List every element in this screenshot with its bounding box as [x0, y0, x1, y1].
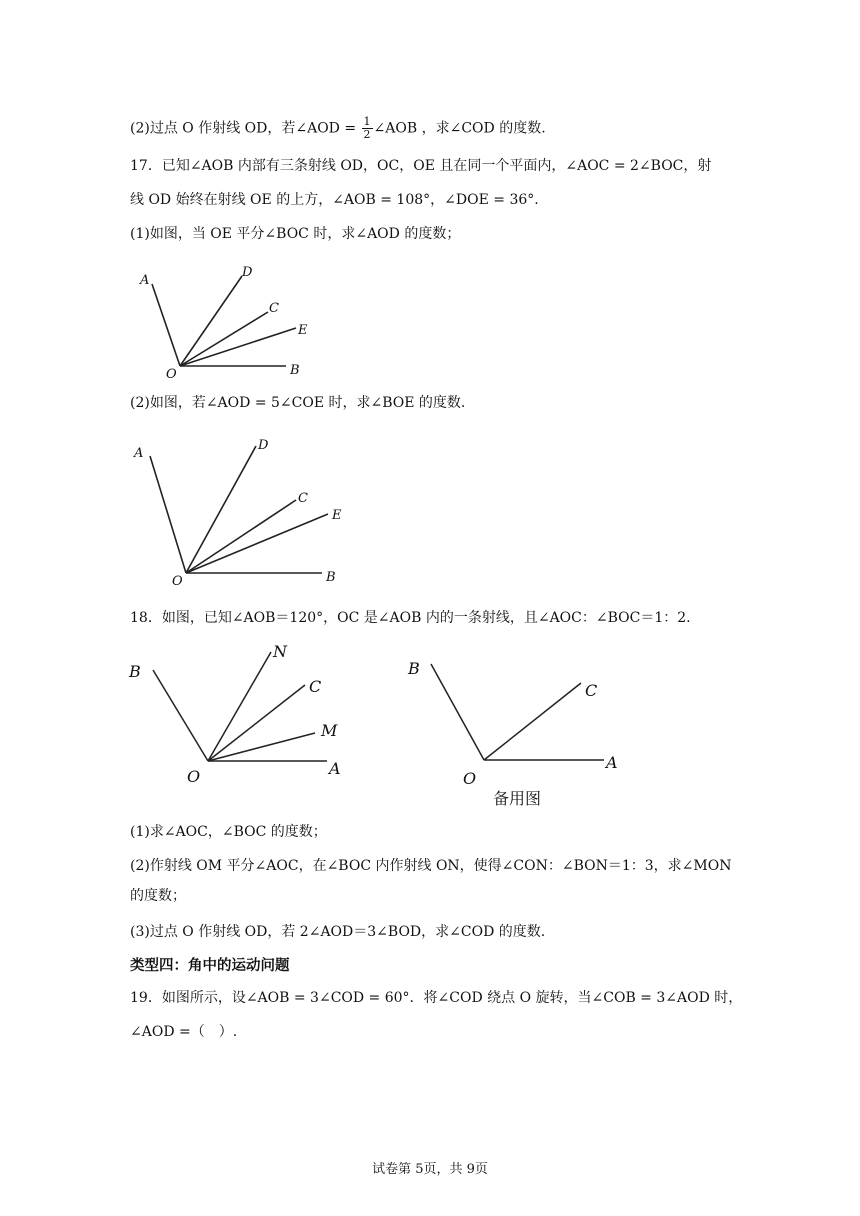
q17-part2: (2)如图，若∠AOD = 5∠COE 时，求∠BOE 的度数.	[130, 395, 466, 411]
ray-oe	[186, 514, 328, 573]
figure-q17-1	[130, 260, 330, 385]
ray-oc	[186, 500, 296, 573]
q17-stem-line2: 线 OD 始终在射线 OE 的上方，∠AOB = 108°，∠DOE = 36°.	[130, 192, 539, 208]
label-a: A	[606, 753, 618, 772]
label-c: C	[269, 301, 279, 316]
label-a: A	[329, 759, 341, 778]
label-a: A	[134, 446, 144, 461]
label-a: A	[140, 273, 150, 288]
page-footer: 试卷第 5页，共 9页	[372, 1162, 488, 1177]
q18-part2-cont: 的度数；	[130, 888, 186, 904]
fraction-numerator: 1	[363, 115, 371, 128]
label-m: M	[321, 721, 338, 740]
q16-part2-text: (2)过点 O 作射线 OD，若∠AOD =	[130, 120, 361, 137]
label-b: B	[326, 570, 336, 585]
q19-stem: 19．如图所示，设∠AOB = 3∠COD = 60°．将∠COD 绕点 O 旋转，当∠COB = 3∠AOD 时，	[130, 990, 743, 1006]
figure-q17-2	[130, 432, 360, 592]
q18-part1: (1)求∠AOC，∠BOC 的度数；	[130, 824, 327, 840]
q19-answer: ∠AOD =（ ）.	[130, 1024, 238, 1040]
ray-oc	[484, 683, 581, 760]
q18-stem: 18．如图，已知∠AOB＝120°，OC 是∠AOB 内的一条射线，且∠AOC：∠BOC＝1：2.	[130, 610, 691, 626]
label-d: D	[258, 438, 269, 453]
label-d: D	[242, 265, 253, 280]
ray-ob	[431, 664, 484, 760]
label-c: C	[585, 681, 598, 700]
ray-om	[208, 733, 315, 761]
ray-oa	[152, 284, 180, 366]
q18-part2: (2)作射线 OM 平分∠AOC，在∠BOC 内作射线 ON，使得∠CON：∠BON＝1：3，求∠MON	[130, 858, 732, 874]
ray-oc	[180, 312, 268, 366]
ray-on	[208, 652, 271, 761]
caption-spare-figure: 备用图	[493, 789, 542, 808]
label-b: B	[408, 659, 420, 678]
label-c: C	[298, 491, 308, 506]
q16-part2	[130, 116, 546, 141]
label-o: O	[187, 767, 201, 786]
q16-part2-rest: ∠AOB ，求∠COD 的度数.	[373, 120, 546, 137]
ray-oa	[150, 456, 186, 573]
fraction-denominator: 2	[363, 128, 371, 141]
q17-part1: (1)如图，当 OE 平分∠BOC 时，求∠AOD 的度数；	[130, 226, 461, 242]
label-n: N	[273, 642, 287, 661]
ray-od	[186, 446, 256, 573]
q17-stem-line1: 17．已知∠AOB 内部有三条射线 OD，OC，OE 且在同一个平面内，∠AOC = 2∠BOC，射	[130, 158, 712, 174]
q18-part3: (3)过点 O 作射线 OD，若 2∠AOD＝3∠BOD，求∠COD 的度数.	[130, 924, 546, 940]
figure-q18-main	[125, 638, 355, 788]
label-o: O	[172, 574, 183, 589]
label-e: E	[298, 323, 308, 338]
label-o: O	[463, 769, 477, 788]
label-e: E	[332, 508, 342, 523]
ray-oe	[180, 328, 296, 366]
ray-od	[180, 276, 242, 366]
ray-ob	[153, 670, 208, 761]
figure-q18-spare	[400, 640, 640, 810]
label-c: C	[309, 677, 322, 696]
fraction-one-half	[362, 116, 373, 141]
label-b: B	[129, 662, 141, 681]
section-heading-type4: 类型四：角中的运动问题	[130, 958, 290, 974]
label-o: O	[166, 367, 177, 382]
ray-oc	[208, 685, 305, 761]
label-b: B	[290, 363, 300, 378]
